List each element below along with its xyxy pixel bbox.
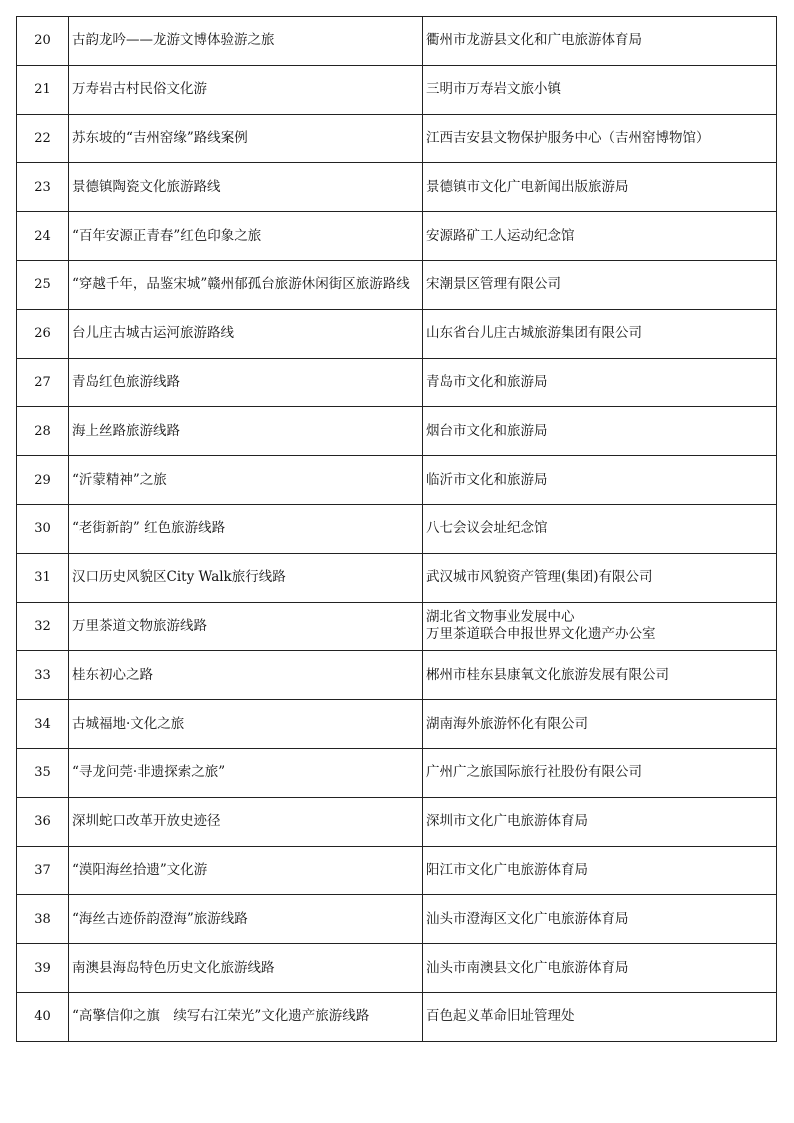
organization-line: 衢州市龙游县文化和广电旅游体育局	[426, 32, 642, 49]
route-name: 台儿庄古城古运河旅游路线	[69, 309, 423, 358]
table-row	[17, 407, 777, 456]
route-name: 万里茶道文物旅游线路	[69, 602, 423, 651]
organization	[423, 846, 777, 895]
table-row	[17, 114, 777, 163]
organization	[423, 895, 777, 944]
organization-line: 湖北省文物事业发展中心	[426, 609, 575, 626]
row-number: 25	[17, 260, 69, 309]
organization-line: 宋潮景区管理有限公司	[426, 276, 561, 293]
row-number: 29	[17, 456, 69, 505]
organization-line: 临沂市文化和旅游局	[426, 471, 548, 488]
route-name: 汉口历史风貌区City Walk旅行线路	[69, 553, 423, 602]
organization-line: 三明市万寿岩文旅小镇	[426, 81, 561, 98]
row-number: 31	[17, 553, 69, 602]
route-list-table-container	[16, 16, 776, 1042]
table-row	[17, 456, 777, 505]
organization-line: 烟台市文化和旅游局	[426, 422, 548, 439]
row-number: 39	[17, 944, 69, 993]
organization-line: 景德镇市文化广电新闻出版旅游局	[426, 178, 629, 195]
table-row	[17, 992, 777, 1041]
table-row	[17, 504, 777, 553]
organization-line: 广州广之旅国际旅行社股份有限公司	[426, 764, 642, 781]
organization-line: 阳江市文化广电旅游体育局	[426, 861, 588, 878]
organization-line: 武汉城市风貌资产管理(集团)有限公司	[426, 569, 653, 586]
organization	[423, 748, 777, 797]
table-row	[17, 797, 777, 846]
organization-line: 江西吉安县文物保护服务中心（吉州窑博物馆）	[426, 129, 710, 146]
table-row	[17, 212, 777, 261]
table-row	[17, 748, 777, 797]
table-row	[17, 260, 777, 309]
row-number: 36	[17, 797, 69, 846]
row-number: 21	[17, 65, 69, 114]
organization	[423, 260, 777, 309]
organization	[423, 163, 777, 212]
organization-line: 八七会议会址纪念馆	[426, 520, 548, 537]
route-name: 苏东坡的“吉州窑缘”路线案例	[69, 114, 423, 163]
organization	[423, 212, 777, 261]
organization-line: 山东省台儿庄古城旅游集团有限公司	[426, 325, 642, 342]
table-row	[17, 602, 777, 651]
row-number: 35	[17, 748, 69, 797]
table-row	[17, 895, 777, 944]
organization	[423, 553, 777, 602]
route-name: “穿越千年，品鉴宋城”赣州郁孤台旅游休闲街区旅游路线	[69, 260, 423, 309]
route-name: “高擎信仰之旗 续写右江荣光”文化遗产旅游线路	[69, 992, 423, 1041]
route-name: 海上丝路旅游线路	[69, 407, 423, 456]
row-number: 23	[17, 163, 69, 212]
table-row	[17, 651, 777, 700]
row-number: 34	[17, 700, 69, 749]
route-name: 古城福地·文化之旅	[69, 700, 423, 749]
row-number: 22	[17, 114, 69, 163]
route-name: 万寿岩古村民俗文化游	[69, 65, 423, 114]
route-name: “漠阳海丝拾遗”文化游	[69, 846, 423, 895]
organization	[423, 700, 777, 749]
route-name: “老街新韵” 红色旅游线路	[69, 504, 423, 553]
organization	[423, 456, 777, 505]
organization	[423, 17, 777, 66]
row-number: 26	[17, 309, 69, 358]
organization	[423, 309, 777, 358]
table-row	[17, 358, 777, 407]
route-name: 桂东初心之路	[69, 651, 423, 700]
organization-line: 万里茶道联合申报世界文化遗产办公室	[426, 626, 656, 643]
row-number: 28	[17, 407, 69, 456]
organization-line: 湖南海外旅游怀化有限公司	[426, 715, 588, 732]
organization-line: 汕头市南澳县文化广电旅游体育局	[426, 959, 629, 976]
route-list-table	[16, 16, 777, 1042]
route-name: 深圳蛇口改革开放史迹径	[69, 797, 423, 846]
route-name: “寻龙问莞·非遗探索之旅”	[69, 748, 423, 797]
route-name: “海丝古迹侨韵澄海”旅游线路	[69, 895, 423, 944]
organization-line: 深圳市文化广电旅游体育局	[426, 813, 588, 830]
organization-line: 百色起义革命旧址管理处	[426, 1008, 575, 1025]
row-number: 38	[17, 895, 69, 944]
organization	[423, 944, 777, 993]
table-row	[17, 17, 777, 66]
row-number: 33	[17, 651, 69, 700]
route-name: 青岛红色旅游线路	[69, 358, 423, 407]
table-row	[17, 700, 777, 749]
row-number: 37	[17, 846, 69, 895]
organization	[423, 65, 777, 114]
table-row	[17, 163, 777, 212]
organization-line: 青岛市文化和旅游局	[426, 373, 548, 390]
row-number: 20	[17, 17, 69, 66]
organization-line: 郴州市桂东县康氧文化旅游发展有限公司	[426, 666, 669, 683]
row-number: 40	[17, 992, 69, 1041]
organization	[423, 602, 777, 651]
table-body	[17, 17, 777, 1042]
route-name: “百年安源正青春”红色印象之旅	[69, 212, 423, 261]
table-row	[17, 309, 777, 358]
row-number: 27	[17, 358, 69, 407]
row-number: 24	[17, 212, 69, 261]
row-number: 30	[17, 504, 69, 553]
table-row	[17, 553, 777, 602]
organization	[423, 114, 777, 163]
table-row	[17, 846, 777, 895]
route-name: 古韵龙吟——龙游文博体验游之旅	[69, 17, 423, 66]
route-name: 景德镇陶瓷文化旅游路线	[69, 163, 423, 212]
organization	[423, 797, 777, 846]
table-row	[17, 944, 777, 993]
organization	[423, 504, 777, 553]
organization-line: 汕头市澄海区文化广电旅游体育局	[426, 910, 629, 927]
organization	[423, 651, 777, 700]
row-number: 32	[17, 602, 69, 651]
route-name: “沂蒙精神”之旅	[69, 456, 423, 505]
table-row	[17, 65, 777, 114]
organization-line: 安源路矿工人运动纪念馆	[426, 227, 575, 244]
route-name: 南澳县海岛特色历史文化旅游线路	[69, 944, 423, 993]
organization	[423, 358, 777, 407]
organization	[423, 992, 777, 1041]
organization	[423, 407, 777, 456]
